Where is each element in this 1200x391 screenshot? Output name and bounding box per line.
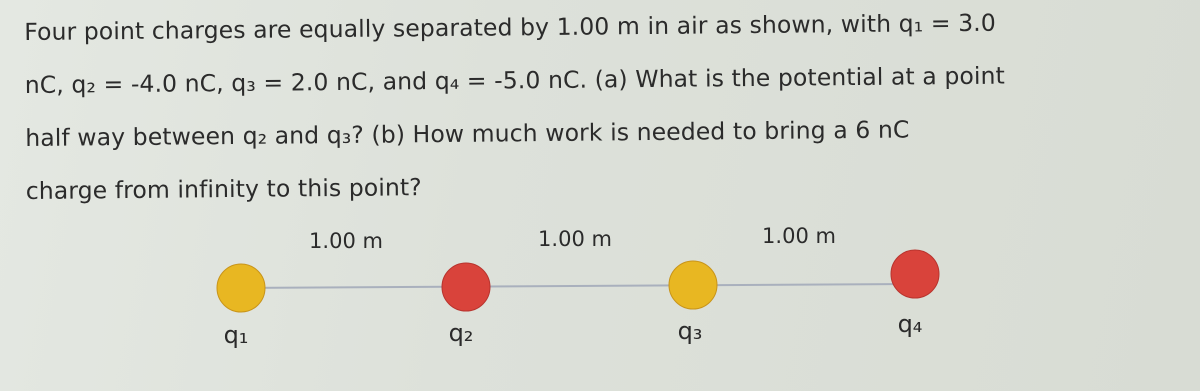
problem-line-2: nC, q₂ = -4.0 nC, q₃ = 2.0 nC, and q₄ = -5.0 nC. (a) What is the potential at a point bbox=[24, 61, 1005, 99]
problem-line-4: charge from infinity to this point? bbox=[25, 173, 422, 205]
distance-label-1: 1.00 m bbox=[309, 229, 383, 253]
charge-q3 bbox=[669, 261, 717, 309]
charge-label-q3: q₃ bbox=[677, 317, 703, 345]
charge-label-q4: q₄ bbox=[897, 310, 923, 338]
charge-q2 bbox=[442, 263, 490, 311]
charge-q1 bbox=[217, 264, 265, 312]
charge-q4 bbox=[891, 250, 939, 298]
distance-label-3: 1.00 m bbox=[762, 224, 836, 248]
charge-label-q2: q₂ bbox=[448, 319, 474, 347]
problem-line-1: Four point charges are equally separated by 1.00 m in air as shown, with q₁ = 3.0 bbox=[24, 8, 996, 46]
distance-label-2: 1.00 m bbox=[538, 227, 612, 251]
problem-line-3: half way between q₂ and q₃? (b) How much work is needed to bring a 6 nC bbox=[25, 115, 910, 152]
connecting-line bbox=[241, 284, 915, 288]
charge-label-q1: q₁ bbox=[223, 321, 249, 349]
